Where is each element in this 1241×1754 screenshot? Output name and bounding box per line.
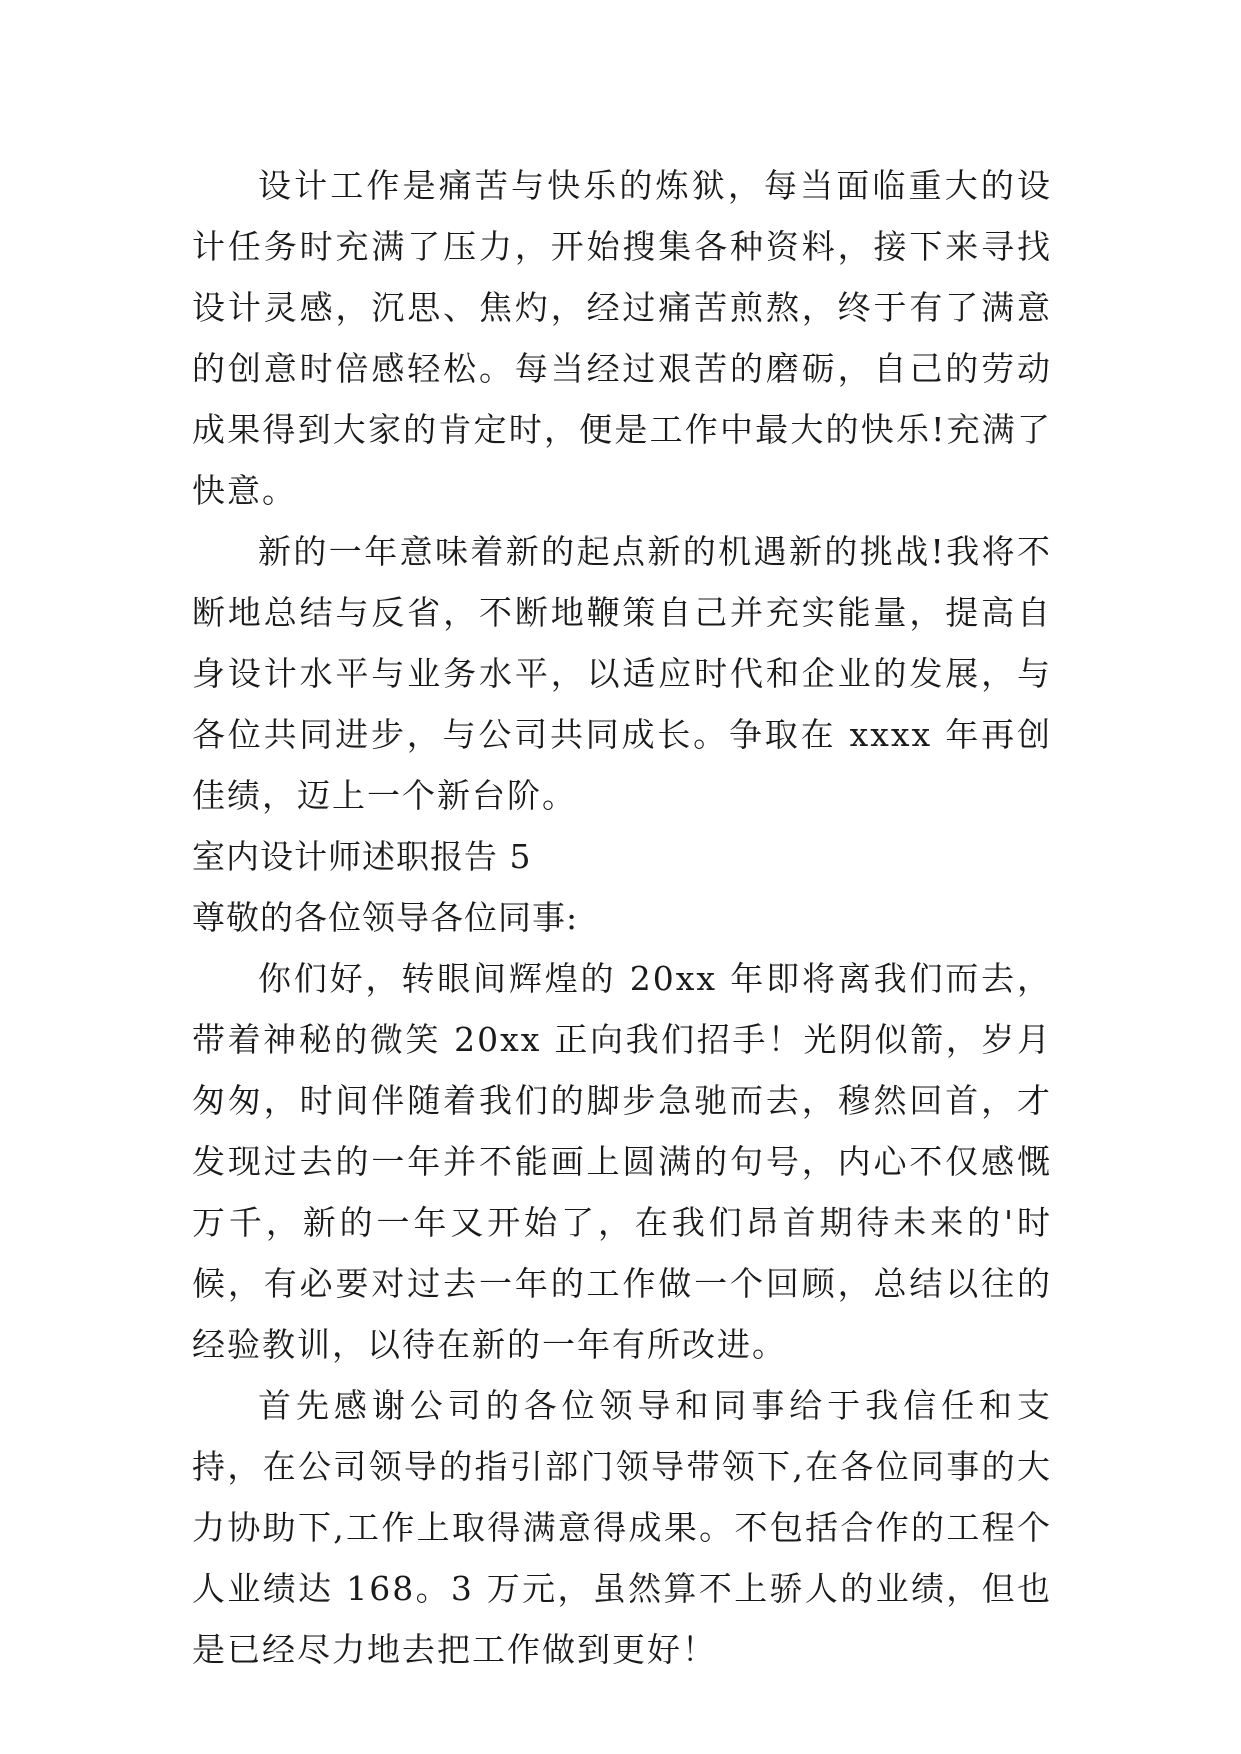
paragraph-thanks: 首先感谢公司的各位领导和同事给于我信任和支持，在公司领导的指引部门领导带领下,在各位同事的大力协助下,工作上取得满意得成果。不包括合作的工程个人业绩达 168。3 万元，虽然算不上骄人的业绩，但也是已经尽力地去把工作做到更好！ xyxy=(192,1386,1052,1669)
salutation: 尊敬的各位领导各位同事: xyxy=(192,898,579,937)
document-page xyxy=(192,155,1052,1680)
paragraph-design-work: 设计工作是痛苦与快乐的炼狱，每当面临重大的设计任务时充满了压力，开始搜集各种资料，接下来寻找设计灵感，沉思、焦灼，经过痛苦煎熬，终于有了满意的创意时倍感轻松。每当经过艰苦的磨砺，自己的劳动成果得到大家的肯定时，便是工作中最大的快乐!充满了快意。 xyxy=(192,166,1052,510)
paragraph-new-year: 新的一年意味着新的起点新的机遇新的挑战!我将不断地总结与反省，不断地鞭策自己并充实能量，提高自身设计水平与业务水平，以适应时代和企业的发展，与各位共同进步，与公司共同成长。争取在 xxxx 年再创佳绩，迈上一个新台阶。 xyxy=(192,532,1052,815)
section-title: 室内设计师述职报告 5 xyxy=(192,837,532,876)
paragraph-greeting: 你们好，转眼间辉煌的 20xx 年即将离我们而去，带着神秘的微笑 20xx 正向我们招手！光阴似箭，岁月匆匆，时间伴随着我们的脚步急驰而去，穆然回首，才发现过去的一年并不能画上圆满的句号，内心不仅感慨万千，新的一年又开始了，在我们昂首期待未来的'时候，有必要对过去一年的工作做一个回顾，总结以往的经验教训，以待在新的一年有所改进。 xyxy=(192,959,1052,1364)
